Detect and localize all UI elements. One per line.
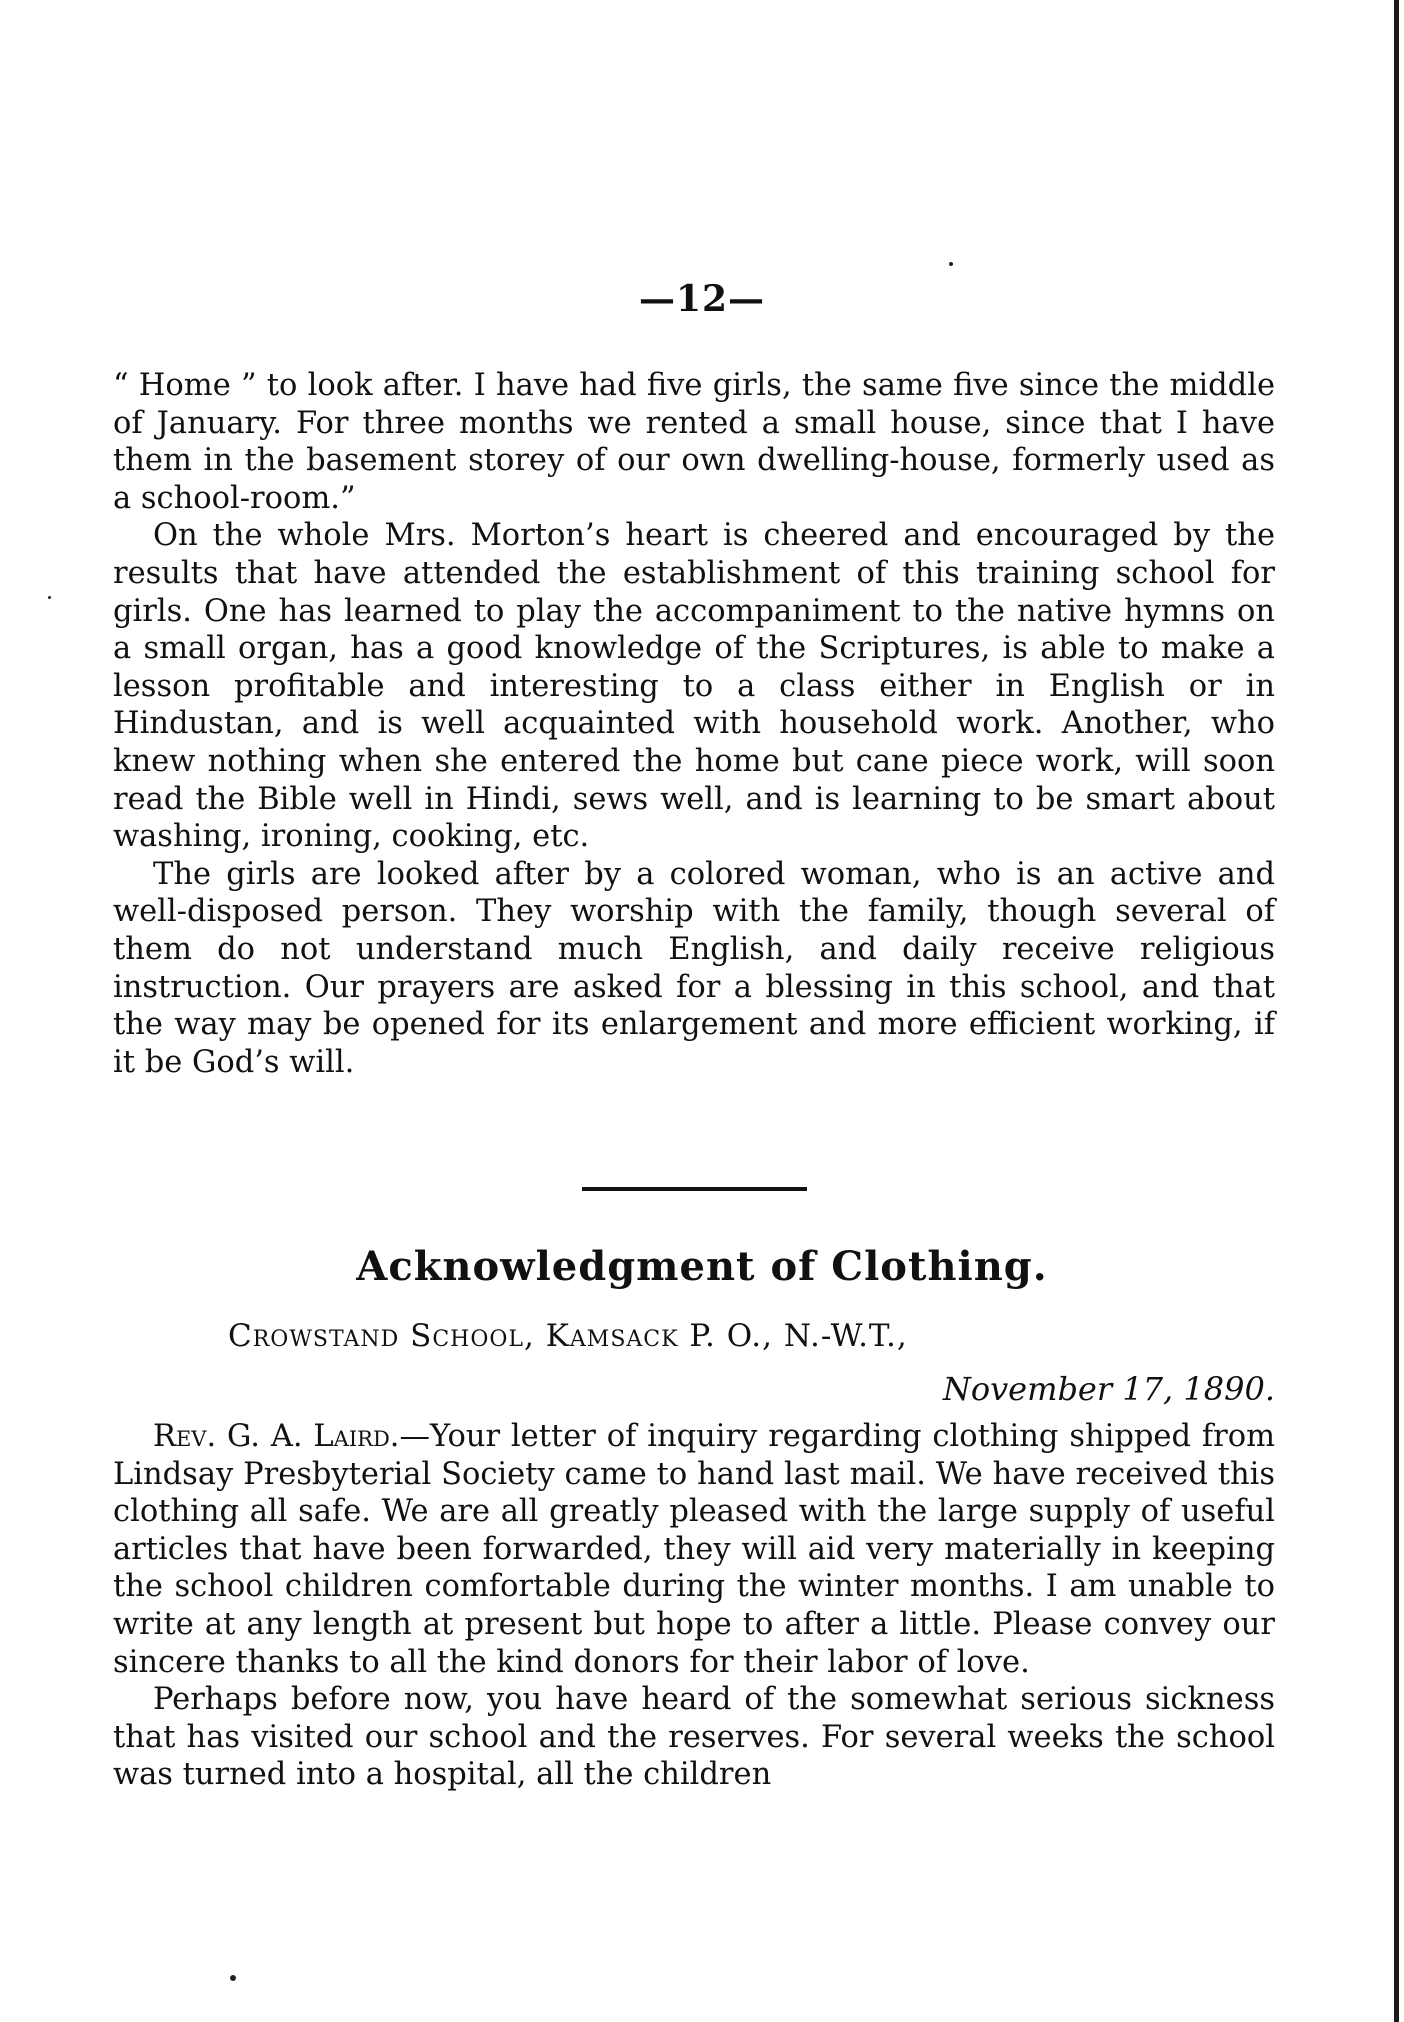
- letter-opening-text: —Your letter of inquiry regarding clothing shipped from Lindsay Presbyterial Society came to hand last mail. We have received this clothing all safe. We are all greatly pleased with the large supply of useful articles that have been forwarded, they will aid very materially in keeping the school children comfortable during the winter months. I am unable to write at any length at present but hope to after a little. Please convey our sincere thanks to all the kind donors for their labor of love.: [113, 1419, 1275, 1680]
- letter-header: Crowstand School, Kamsack P. O., N.-W.T.,: [228, 1318, 908, 1354]
- scan-speck: [230, 1975, 236, 1981]
- article-continuation: [113, 367, 1275, 1081]
- paragraph-letter-opening: [113, 1418, 1275, 1681]
- paragraph-girls-care: The girls are looked after by a colored woman, who is an active and well-disposed person. They worship with the family, though several of them do not understand much English, and daily receive religious instruction. Our prayers are asked for a blessing in this school, and that the way may be opened for its enlargement and more efficient working, if it be God’s will.: [113, 856, 1275, 1080]
- section-title: Acknowledgment of Clothing.: [356, 1243, 1048, 1290]
- page-number: —12—: [638, 278, 766, 320]
- paragraph-training-school: On the whole Mrs. Morton’s heart is cheered and encouraged by the results that have attended the establishment of this training school for girls. One has learned to play the accompaniment to the native hymns on a small organ, has a good knowledge of the Scriptures, is able to make a lesson profitable and interesting to a class either in English or in Hindustan, and is well acquainted with household work. Another, who knew nothing when she entered the home but cane piece work, will soon read the Bible well in Hindi, sews well, and is learning to be smart about washing, ironing, cooking, etc.: [113, 518, 1275, 855]
- paragraph-home-report: “ Home ” to look after. I have had five girls, the same five since the middle of January. For three months we rented a small house, since that I have them in the basement storey of our own dwelling-house, formerly used as a school-room.”: [113, 368, 1275, 516]
- scan-speck: [949, 262, 953, 266]
- section-divider: [582, 1187, 807, 1191]
- letter-body: [113, 1418, 1275, 1794]
- letter-salutation: Rev. G. A. Laird.: [153, 1419, 400, 1454]
- paragraph-sickness: Perhaps before now, you have heard of the somewhat serious sickness that has visited our school and the reserves. For several weeks the school was turned into a hospital, all the children: [113, 1682, 1275, 1793]
- scan-speck: [48, 596, 51, 599]
- scan-margin-rule: [1394, 0, 1399, 2022]
- letter-date: November 17, 1890.: [942, 1370, 1275, 1408]
